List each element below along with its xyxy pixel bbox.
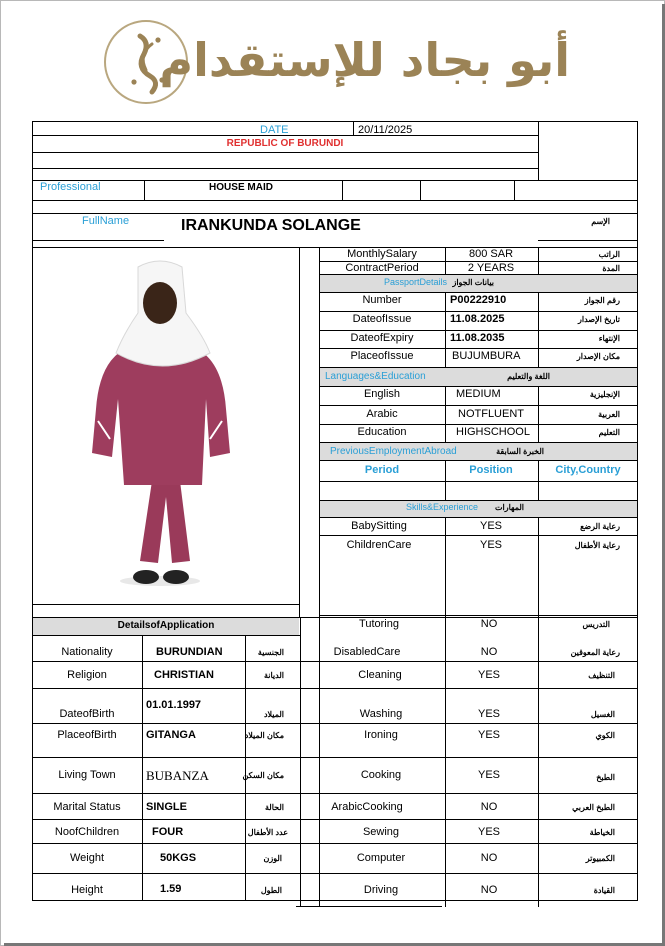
nationality-value: BURUNDIAN (156, 646, 223, 658)
skill-computer-label-ar: الكمبيوتر (585, 854, 615, 863)
skill-babysitting-value: YES (479, 520, 502, 532)
contract-label: ContractPeriod (345, 262, 419, 274)
skill-cooking-value: YES (477, 769, 500, 781)
living-town-value: BUBANZA (146, 768, 209, 783)
skills-section-bar (320, 501, 637, 517)
contract-value: 2 YEARS (467, 262, 515, 274)
skill-tutoring-label-ar: التدريس (582, 620, 610, 629)
fullname-value: IRANKUNDA SOLANGE (181, 217, 361, 234)
skill-cleaning-value: YES (477, 669, 500, 681)
children-value: FOUR (152, 826, 184, 838)
date-value: 20/11/2025 (358, 124, 413, 136)
skill-childrencare-label-ar: رعاية الأطفال (574, 541, 620, 550)
contract-label-ar: المدة (602, 264, 620, 273)
weight-value: 50KGS (160, 852, 197, 864)
education-value: HIGHSCHOOL (456, 426, 530, 438)
application-title: DetailsofApplication (117, 620, 215, 631)
skill-childrencare-label: ChildrenCare (346, 539, 412, 551)
religion-label: Religion (67, 669, 107, 681)
passport-issue-value: 11.08.2025 (450, 313, 505, 325)
skills-title-ar: المهارات (494, 503, 524, 512)
skill-arabiccooking-label: ArabicCooking (331, 801, 403, 813)
weight-label: Weight (69, 852, 105, 864)
skills-title: Skills&Experience (406, 502, 479, 512)
country-title: REPUBLIC OF BURUNDI (226, 138, 344, 149)
living-town-label-ar: مكان السكن (242, 771, 284, 780)
skill-ironing-value: YES (477, 729, 500, 741)
passport-place-label-ar: مكان الإصدار (576, 352, 620, 361)
skill-ironing-label: Ironing (364, 729, 398, 741)
salary-label: MonthlySalary (347, 248, 417, 260)
religion-label-ar: الديانة (263, 671, 284, 680)
marital-status-value: SINGLE (146, 801, 187, 813)
pob-label: PlaceofBirth (57, 729, 117, 741)
employment-col-period: Period (364, 464, 400, 476)
dob-label: DateofBirth (59, 708, 115, 720)
languages-title-ar: اللغة والتعليم (507, 372, 550, 381)
dob-value: 01.01.1997 (146, 699, 202, 711)
fullname-label-ar: الإسم (591, 217, 610, 226)
skill-arabiccooking-label-ar: الطبخ العربي (572, 803, 615, 812)
skill-cleaning-label-ar: التنظيف (588, 671, 615, 680)
skill-sewing-value: YES (477, 826, 500, 838)
date-label: DATE (260, 124, 289, 136)
children-label-ar: عدد الأطفال (247, 828, 288, 837)
skill-disabledcare-label: DisabledCare (333, 646, 401, 658)
passport-title-ar: بيانات الجواز (452, 278, 494, 287)
salary-label-ar: الراتب (598, 250, 620, 259)
height-value: 1.59 (160, 883, 182, 895)
skill-driving-label-ar: القيادة (593, 886, 615, 895)
salary-value: 800 SAR (468, 248, 514, 260)
pob-value: GITANGA (146, 729, 196, 741)
nationality-label: Nationality (61, 646, 113, 658)
profession-value: HOUSE MAID (209, 182, 273, 193)
arabic-label-ar: العربية (598, 410, 620, 419)
passport-number-label: Number (362, 294, 402, 306)
arabic-label: Arabic (366, 408, 398, 420)
height-label: Height (71, 884, 103, 896)
skill-washing-label: Washing (359, 708, 403, 720)
children-label: NoofChildren (54, 826, 120, 838)
height-label-ar: الطول (260, 886, 282, 895)
skill-cooking-label-ar: الطبخ (596, 773, 615, 782)
skill-tutoring-label: Tutoring (359, 618, 399, 630)
english-label-ar: الإنجليزية (589, 390, 620, 399)
pob-label-ar: مكان الميلاد (244, 731, 284, 740)
skill-babysitting-label: BabySitting (351, 520, 407, 532)
skill-driving-label: Driving (363, 884, 399, 896)
skill-childrencare-value: YES (479, 539, 502, 551)
passport-place-label: PlaceofIssue (350, 350, 414, 362)
passport-number-label-ar: رقم الجواز (584, 296, 620, 305)
passport-issue-label-ar: تاريخ الإصدار (577, 315, 620, 324)
employment-col-position: Position (469, 464, 513, 476)
fullname-label: FullName (82, 215, 130, 227)
skill-washing-label-ar: الغسيل (590, 710, 615, 719)
weight-label-ar: الوزن (263, 854, 282, 863)
skill-babysitting-label-ar: رعاية الرضع (580, 522, 620, 531)
skill-sewing-label: Sewing (362, 826, 400, 838)
religion-value: CHRISTIAN (154, 669, 214, 681)
passport-expiry-value: 11.08.2035 (450, 332, 505, 344)
skill-computer-value: NO (480, 852, 498, 864)
arabic-value: NOTFLUENT (458, 408, 524, 420)
marital-status-label-ar: الحالة (265, 803, 284, 812)
passport-expiry-label: DateofExpiry (350, 332, 414, 344)
skill-tutoring-value: NO (480, 618, 498, 630)
english-value: MEDIUM (456, 388, 501, 400)
company-logo (100, 16, 570, 108)
passport-issue-label: DateofIssue (352, 313, 412, 325)
skill-arabiccooking-value: NO (480, 801, 498, 813)
skill-cleaning-label: Cleaning (358, 669, 402, 681)
marital-status-label: Marital Status (53, 801, 121, 813)
logo-brand-text: أبو بجاد للإستقدام (159, 33, 570, 87)
skill-washing-value: YES (477, 708, 500, 720)
education-label-ar: التعليم (598, 428, 620, 437)
dob-label-ar: الميلاد (263, 710, 284, 719)
languages-title: Languages&Education (325, 371, 426, 382)
skill-disabledcare-label-ar: رعاية المعوقين (570, 648, 620, 657)
skill-driving-value: NO (480, 884, 498, 896)
passport-title: PassportDetails (384, 277, 448, 287)
employment-title-ar: الخبرة السابقة (496, 447, 544, 456)
skill-computer-label: Computer (356, 852, 406, 864)
employment-col-city: City,Country (555, 464, 621, 476)
skill-disabledcare-value: NO (480, 646, 498, 658)
candidate-photo (34, 249, 298, 602)
passport-place-value: BUJUMBURA (452, 350, 521, 362)
english-label: English (363, 388, 401, 400)
skill-sewing-label-ar: الخياطة (589, 828, 615, 837)
passport-number-value: P00222910 (450, 294, 507, 306)
profession-label: Professional (40, 181, 101, 193)
passport-expiry-label-ar: الإنتهاء (598, 334, 620, 343)
nationality-label-ar: الجنسية (257, 648, 284, 657)
living-town-label: Living Town (58, 769, 116, 781)
education-label: Education (357, 426, 407, 438)
employment-title: PreviousEmploymentAbroad (330, 446, 457, 457)
skill-cooking-label: Cooking (360, 769, 402, 781)
skill-ironing-label-ar: الكوي (595, 731, 615, 740)
